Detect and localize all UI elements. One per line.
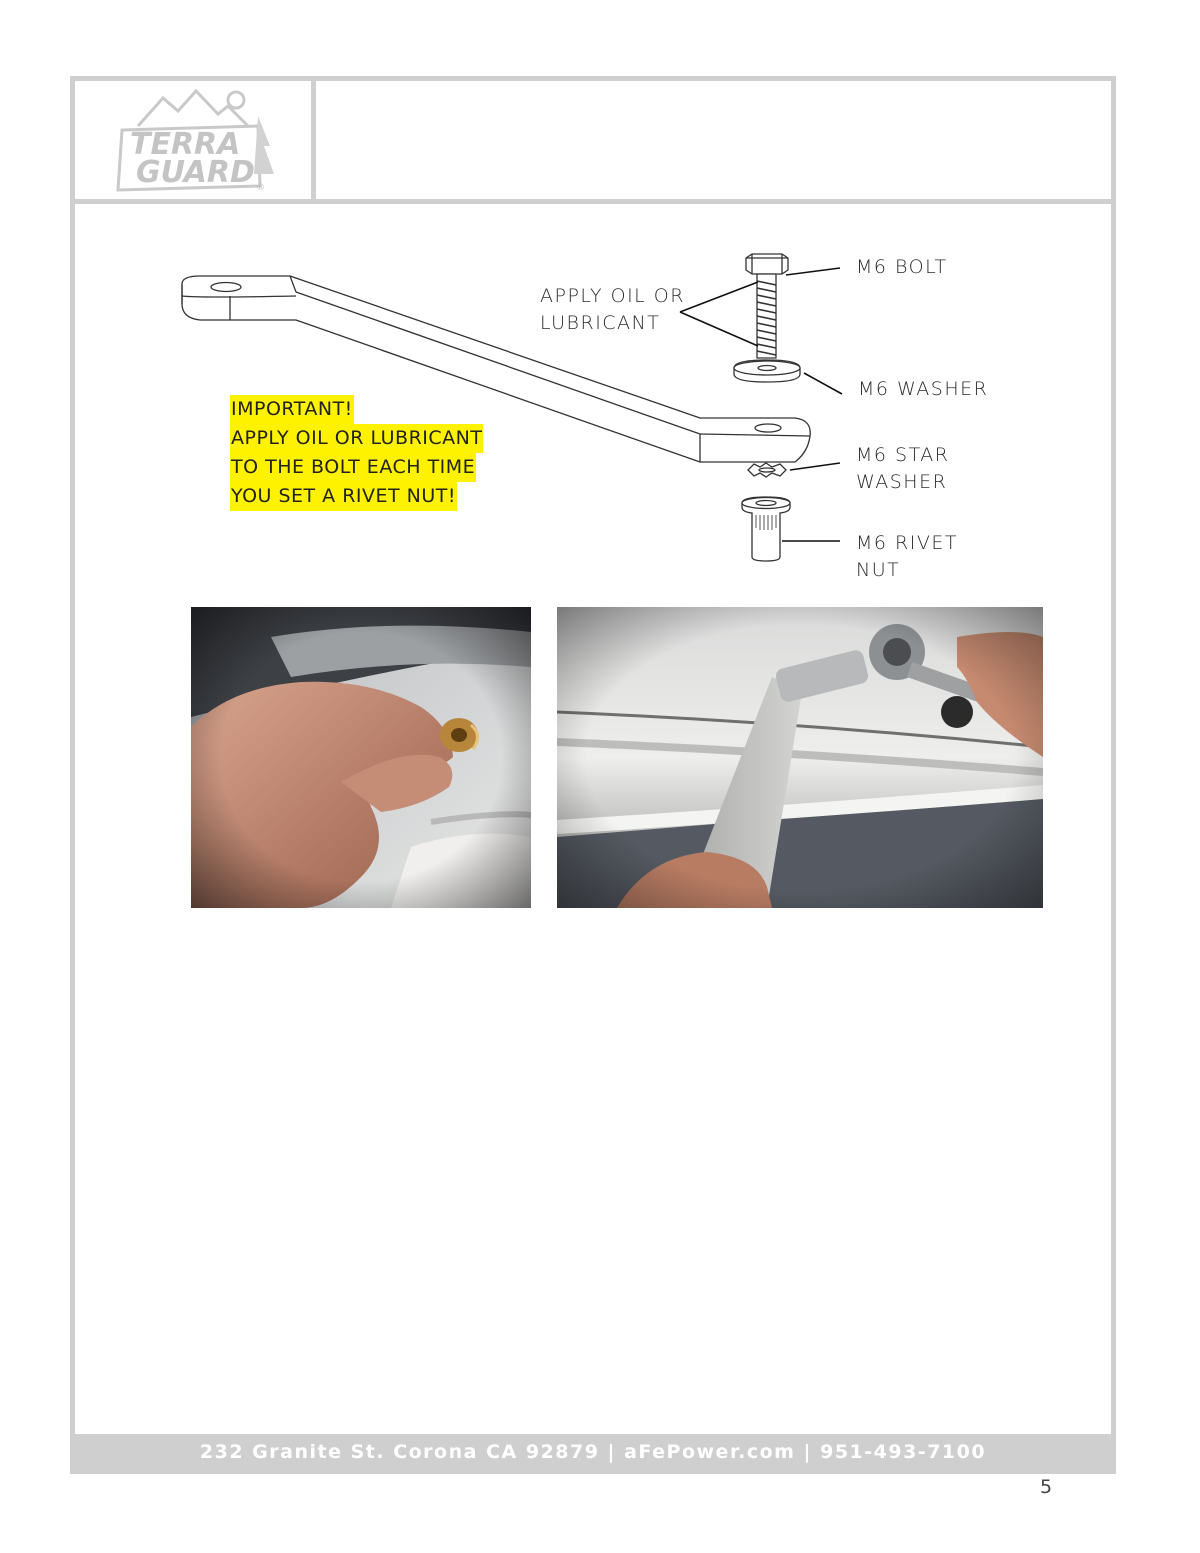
warning-line-4: YOU SET A RIVET NUT!: [230, 482, 457, 511]
label-m6-star-washer: M6 STAR WASHER: [856, 444, 950, 493]
label-apply-oil: APPLY OIL OR LUBRICANT: [540, 285, 685, 334]
important-warning: [230, 395, 483, 511]
footer-contact-text: 232 Granite St. Corona CA 92879 | aFePower.com | 951-493-7100: [199, 1440, 987, 1463]
warning-line-2: APPLY OIL OR LUBRICANT: [230, 424, 483, 453]
logo-registered: ®: [256, 183, 265, 193]
leader-oil-top: [680, 282, 758, 312]
label-m6-washer: M6 WASHER: [858, 378, 989, 400]
leader-washer: [804, 373, 842, 394]
leader-oil-bottom: [680, 312, 758, 346]
logo-text-guard: GUARD: [136, 155, 255, 190]
footer-bar: [75, 1434, 1111, 1469]
bracket-hole-left: [211, 283, 241, 292]
label-m6-bolt: M6 BOLT: [856, 256, 948, 278]
label-m6-rivet-nut: M6 RIVET NUT: [856, 532, 958, 581]
page-number: 5: [1040, 1476, 1053, 1498]
leader-bolt: [786, 268, 840, 275]
bracket-hole-right: [755, 424, 781, 432]
leader-star-washer: [790, 463, 840, 470]
logo-text-terra: TERRA: [130, 127, 241, 162]
warning-line-1: IMPORTANT!: [230, 395, 354, 424]
photo-ratchet-tightening: [557, 607, 1043, 908]
warning-line-3: TO THE BOLT EACH TIME: [230, 453, 476, 482]
photo-rivet-nut-insertion: [191, 607, 531, 908]
